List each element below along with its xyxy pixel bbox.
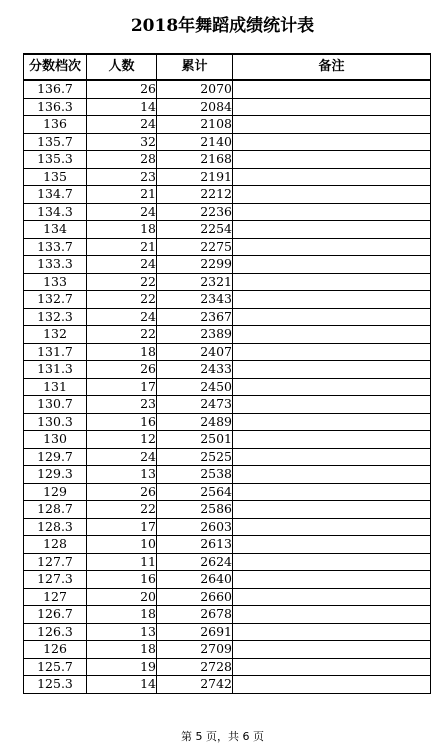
cumulative-cell: 2564 <box>157 483 233 501</box>
score-table <box>23 53 431 694</box>
table-row <box>24 326 431 344</box>
count-cell: 24 <box>87 203 157 221</box>
remarks-cell <box>233 186 431 204</box>
score-cell: 125.3 <box>24 676 87 694</box>
count-cell: 22 <box>87 291 157 309</box>
remarks-cell <box>233 553 431 571</box>
score-cell: 133 <box>24 273 87 291</box>
column-header-count: 人数 <box>87 54 157 80</box>
count-cell: 10 <box>87 536 157 554</box>
remarks-cell <box>233 273 431 291</box>
remarks-cell <box>233 571 431 589</box>
score-cell: 127 <box>24 588 87 606</box>
score-cell: 136.7 <box>24 80 87 98</box>
cumulative-cell: 2709 <box>157 641 233 659</box>
table-row <box>24 641 431 659</box>
score-cell: 133.3 <box>24 256 87 274</box>
table-row <box>24 413 431 431</box>
count-cell: 24 <box>87 308 157 326</box>
cumulative-cell: 2691 <box>157 623 233 641</box>
count-cell: 24 <box>87 256 157 274</box>
remarks-cell <box>233 413 431 431</box>
score-cell: 135.7 <box>24 133 87 151</box>
score-cell: 134 <box>24 221 87 239</box>
score-cell: 130 <box>24 431 87 449</box>
count-cell: 18 <box>87 606 157 624</box>
score-cell: 135 <box>24 168 87 186</box>
table-row <box>24 501 431 519</box>
count-cell: 14 <box>87 676 157 694</box>
table-row <box>24 536 431 554</box>
table-row <box>24 518 431 536</box>
count-cell: 18 <box>87 641 157 659</box>
count-cell: 18 <box>87 221 157 239</box>
page-footer: 第 5 页，共 6 页 <box>181 730 264 743</box>
cumulative-cell: 2389 <box>157 326 233 344</box>
table-row <box>24 151 431 169</box>
score-cell: 136 <box>24 116 87 134</box>
cumulative-cell: 2367 <box>157 308 233 326</box>
table-row <box>24 361 431 379</box>
count-cell: 12 <box>87 431 157 449</box>
cumulative-cell: 2343 <box>157 291 233 309</box>
page-title: 2018年舞蹈成绩统计表 <box>130 16 315 36</box>
cumulative-cell: 2660 <box>157 588 233 606</box>
table-row <box>24 238 431 256</box>
count-cell: 26 <box>87 80 157 98</box>
table-row <box>24 343 431 361</box>
cumulative-cell: 2538 <box>157 466 233 484</box>
table-row <box>24 623 431 641</box>
score-cell: 131 <box>24 378 87 396</box>
table-header-row <box>24 54 431 80</box>
remarks-cell <box>233 80 431 98</box>
score-cell: 132.3 <box>24 308 87 326</box>
score-cell: 129.3 <box>24 466 87 484</box>
cumulative-cell: 2254 <box>157 221 233 239</box>
table-row <box>24 98 431 116</box>
cumulative-cell: 2070 <box>157 80 233 98</box>
table-row <box>24 431 431 449</box>
remarks-cell <box>233 658 431 676</box>
remarks-cell <box>233 606 431 624</box>
remarks-cell <box>233 361 431 379</box>
remarks-cell <box>233 518 431 536</box>
cumulative-cell: 2624 <box>157 553 233 571</box>
score-cell: 135.3 <box>24 151 87 169</box>
table-row <box>24 466 431 484</box>
cumulative-cell: 2640 <box>157 571 233 589</box>
count-cell: 26 <box>87 361 157 379</box>
table-row <box>24 203 431 221</box>
score-cell: 131.7 <box>24 343 87 361</box>
remarks-cell <box>233 256 431 274</box>
remarks-cell <box>233 326 431 344</box>
cumulative-cell: 2191 <box>157 168 233 186</box>
score-cell: 131.3 <box>24 361 87 379</box>
column-header-remarks: 备注 <box>233 54 431 80</box>
table-row <box>24 606 431 624</box>
cumulative-cell: 2084 <box>157 98 233 116</box>
cumulative-cell: 2742 <box>157 676 233 694</box>
remarks-cell <box>233 203 431 221</box>
remarks-cell <box>233 168 431 186</box>
table-row <box>24 553 431 571</box>
count-cell: 18 <box>87 343 157 361</box>
score-cell: 136.3 <box>24 98 87 116</box>
table-row <box>24 658 431 676</box>
count-cell: 24 <box>87 448 157 466</box>
count-cell: 23 <box>87 168 157 186</box>
table-row <box>24 676 431 694</box>
count-cell: 26 <box>87 483 157 501</box>
count-cell: 24 <box>87 116 157 134</box>
count-cell: 22 <box>87 326 157 344</box>
score-cell: 130.3 <box>24 413 87 431</box>
table-row <box>24 448 431 466</box>
remarks-cell <box>233 641 431 659</box>
remarks-cell <box>233 308 431 326</box>
cumulative-cell: 2586 <box>157 501 233 519</box>
count-cell: 17 <box>87 378 157 396</box>
cumulative-cell: 2728 <box>157 658 233 676</box>
remarks-cell <box>233 448 431 466</box>
remarks-cell <box>233 483 431 501</box>
cumulative-cell: 2433 <box>157 361 233 379</box>
cumulative-cell: 2613 <box>157 536 233 554</box>
score-cell: 128.7 <box>24 501 87 519</box>
cumulative-cell: 2501 <box>157 431 233 449</box>
count-cell: 13 <box>87 466 157 484</box>
count-cell: 32 <box>87 133 157 151</box>
table-row <box>24 133 431 151</box>
score-cell: 126.3 <box>24 623 87 641</box>
score-cell: 129.7 <box>24 448 87 466</box>
remarks-cell <box>233 378 431 396</box>
remarks-cell <box>233 133 431 151</box>
cumulative-cell: 2236 <box>157 203 233 221</box>
score-cell: 129 <box>24 483 87 501</box>
remarks-cell <box>233 588 431 606</box>
cumulative-cell: 2140 <box>157 133 233 151</box>
score-cell: 132.7 <box>24 291 87 309</box>
table-row <box>24 256 431 274</box>
score-cell: 127.3 <box>24 571 87 589</box>
remarks-cell <box>233 536 431 554</box>
remarks-cell <box>233 343 431 361</box>
count-cell: 13 <box>87 623 157 641</box>
score-cell: 128.3 <box>24 518 87 536</box>
cumulative-cell: 2407 <box>157 343 233 361</box>
table-row <box>24 273 431 291</box>
cumulative-cell: 2212 <box>157 186 233 204</box>
count-cell: 22 <box>87 273 157 291</box>
table-row <box>24 483 431 501</box>
count-cell: 21 <box>87 238 157 256</box>
remarks-cell <box>233 116 431 134</box>
cumulative-cell: 2473 <box>157 396 233 414</box>
cumulative-cell: 2603 <box>157 518 233 536</box>
count-cell: 16 <box>87 571 157 589</box>
remarks-cell <box>233 431 431 449</box>
remarks-cell <box>233 98 431 116</box>
table-row <box>24 221 431 239</box>
cumulative-cell: 2108 <box>157 116 233 134</box>
table-row <box>24 571 431 589</box>
table-row <box>24 116 431 134</box>
count-cell: 11 <box>87 553 157 571</box>
score-cell: 125.7 <box>24 658 87 676</box>
score-cell: 132 <box>24 326 87 344</box>
remarks-cell <box>233 466 431 484</box>
score-cell: 134.7 <box>24 186 87 204</box>
table-row <box>24 291 431 309</box>
remarks-cell <box>233 623 431 641</box>
count-cell: 22 <box>87 501 157 519</box>
remarks-cell <box>233 151 431 169</box>
count-cell: 23 <box>87 396 157 414</box>
score-cell: 126.7 <box>24 606 87 624</box>
table-row <box>24 80 431 98</box>
table-row <box>24 588 431 606</box>
table-row <box>24 308 431 326</box>
count-cell: 21 <box>87 186 157 204</box>
score-cell: 127.7 <box>24 553 87 571</box>
score-cell: 134.3 <box>24 203 87 221</box>
table-row <box>24 378 431 396</box>
count-cell: 14 <box>87 98 157 116</box>
cumulative-cell: 2321 <box>157 273 233 291</box>
score-cell: 128 <box>24 536 87 554</box>
count-cell: 19 <box>87 658 157 676</box>
remarks-cell <box>233 676 431 694</box>
cumulative-cell: 2678 <box>157 606 233 624</box>
count-cell: 17 <box>87 518 157 536</box>
table-row <box>24 396 431 414</box>
remarks-cell <box>233 238 431 256</box>
remarks-cell <box>233 396 431 414</box>
column-header-cumulative: 累计 <box>157 54 233 80</box>
cumulative-cell: 2450 <box>157 378 233 396</box>
count-cell: 16 <box>87 413 157 431</box>
cumulative-cell: 2275 <box>157 238 233 256</box>
cumulative-cell: 2489 <box>157 413 233 431</box>
table-row <box>24 186 431 204</box>
count-cell: 20 <box>87 588 157 606</box>
remarks-cell <box>233 291 431 309</box>
remarks-cell <box>233 221 431 239</box>
score-cell: 126 <box>24 641 87 659</box>
score-cell: 130.7 <box>24 396 87 414</box>
remarks-cell <box>233 501 431 519</box>
cumulative-cell: 2525 <box>157 448 233 466</box>
cumulative-cell: 2299 <box>157 256 233 274</box>
column-header-score: 分数档次 <box>24 54 87 80</box>
count-cell: 28 <box>87 151 157 169</box>
table-row <box>24 168 431 186</box>
cumulative-cell: 2168 <box>157 151 233 169</box>
score-cell: 133.7 <box>24 238 87 256</box>
